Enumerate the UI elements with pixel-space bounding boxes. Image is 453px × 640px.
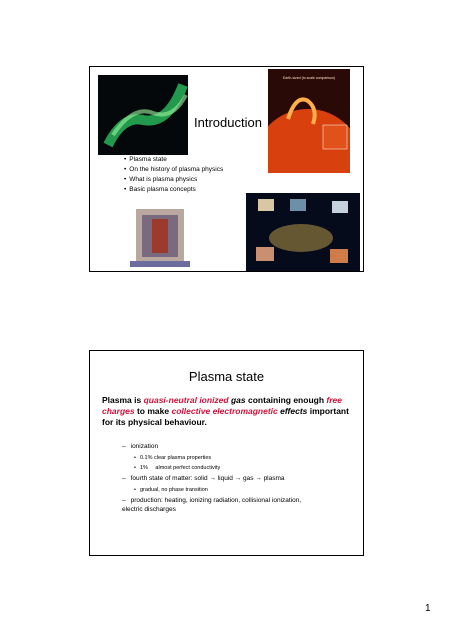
definition-text: important for its physical behaviour.	[102, 406, 349, 427]
bullet-item: • What is plasma physics	[124, 175, 223, 185]
bullet-item: • Plasma state	[124, 155, 223, 165]
slide1-bullets	[124, 155, 223, 195]
sun-image	[268, 69, 350, 173]
definition-highlight: collective electromagnetic	[171, 406, 278, 416]
ionization-pct: 0.1%	[139, 455, 153, 461]
slide-introduction	[89, 66, 364, 272]
fourth-state-item: – fourth state of matter: solid → liquid → gas → plasma	[122, 475, 285, 482]
definition-italic: effects	[280, 406, 308, 416]
production-item: – production: heating, ionizing radiation, collisional ionization, electric discharges	[122, 496, 322, 514]
page-number: 1	[425, 603, 431, 614]
bullet-item: • On the history of plasma physics	[124, 165, 223, 175]
slide-plasma-state	[89, 350, 364, 556]
aurora-image	[98, 75, 188, 155]
definition-text: containing enough	[245, 395, 327, 405]
ionization-desc: almost perfect conductivity	[155, 465, 221, 471]
ionization-desc: clear plasma properties	[154, 455, 212, 461]
definition-highlight: free charges	[102, 395, 342, 416]
slide2-title: Plasma state	[188, 369, 265, 384]
sun-caption: Earth-sized (to scale comparison)	[282, 76, 336, 80]
definition-highlight: quasi-neutral ionized	[143, 395, 229, 405]
plasma-definition	[102, 395, 354, 428]
ionization-item: – ionization	[122, 443, 158, 450]
definition-italic: gas	[230, 395, 246, 405]
ionization-pct: 1%	[139, 465, 148, 471]
definition-text: Plasma is	[102, 395, 144, 405]
definition-text: to make	[134, 406, 172, 416]
slide1-title: Introduction	[194, 115, 262, 130]
magnetosphere-image	[246, 193, 360, 271]
gradual-item: • gradual, no phase transition	[134, 487, 208, 493]
ionization-sub-2	[134, 465, 220, 471]
ionization-sub-1	[134, 455, 211, 461]
bullet-item: • Basic plasma concepts	[124, 185, 223, 195]
tokamak-image	[126, 201, 194, 271]
